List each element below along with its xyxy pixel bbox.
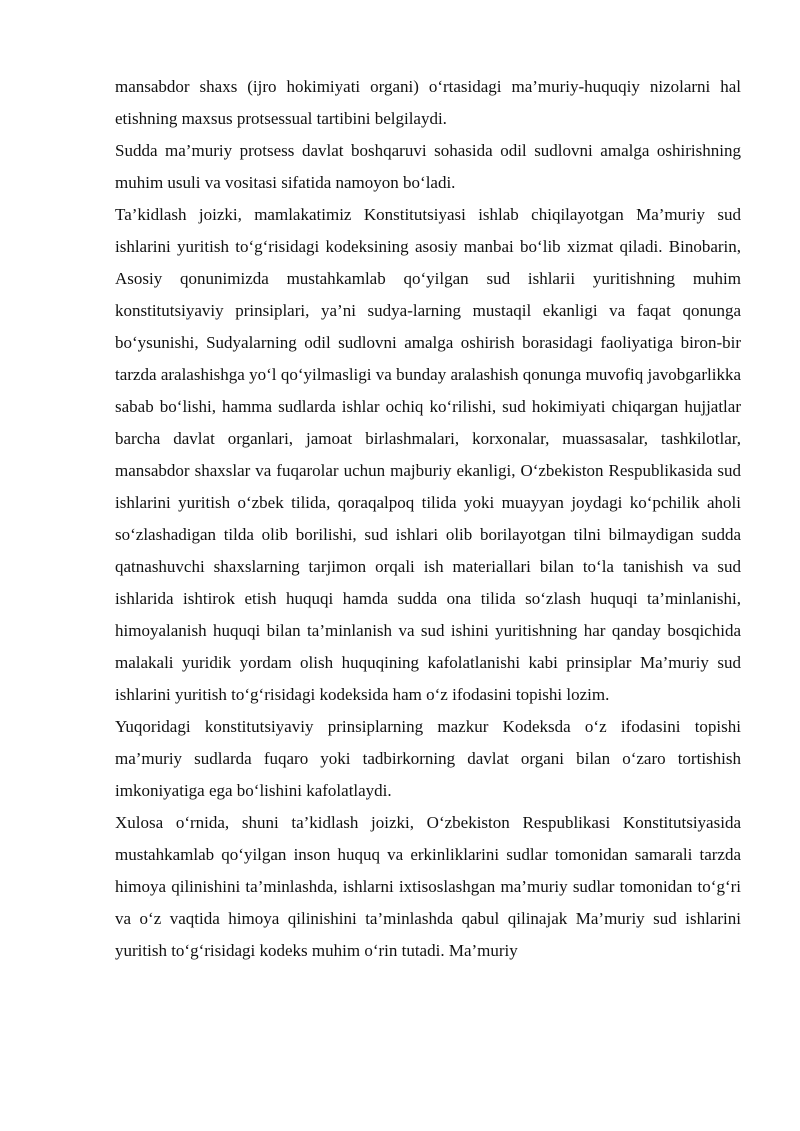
paragraph-4: Yuqoridagi konstitutsiyaviy prinsiplarning mazkur Kodeksda o‘z ifodasini topishi ma’muriy sudlarda fuqaro yoki tadbirkorning davlat organi bilan o‘zaro tortishish imkoniyatiga ega bo‘lishini kafolatlaydi. bbox=[115, 717, 741, 800]
paragraph-3: Ta’kidlash joizki, mamlakatimiz Konstitutsiyasi ishlab chiqilayotgan Ma’muriy sud ishlarini yuritish to‘g‘risidagi kodeksining asosiy manbai bo‘lib xizmat qiladi. Binobarin, Asosiy qonunimizda mustahkamlab qo‘yilgan sud ishlarii yuritishning muhim konstitutsiyaviy prinsiplari, ya’ni sudya-larning mustaqil ekanligi va faqat qonunga bo‘ysunishi, Sudyalarning odil sudlovni amalga oshirish borasidagi faoliyatiga biron-bir tarzda aralashishga yo‘l qo‘yilmasligi va bunday aralashish qonunga muvofiq javobgarlikka sabab bo‘lishi, hamma sudlarda ishlar ochiq ko‘rilishi, sud hokimiyati chiqargan hujjatlar barcha davlat organlari, jamoat birlashmalari, korxonalar, muassasalar, tashkilotlar, mansabdor shaxslar va fuqarolar uchun majburiy ekanligi, O‘zbekiston Respublikasida sud ishlarini yuritish o‘zbek tilida, qoraqalpoq tilida yoki muayyan joydagi ko‘pchilik aholi so‘zlashadigan tilda olib borilishi, sud ishlari olib borilayotgan tilni bilmaydigan sudda qatnashuvchi shaxslarning tarjimon orqali ish materiallari bilan to‘la tanishish va sud ishlarida ishtirok etish huquqi hamda sudda ona tilida so‘zlash huquqi ta’minlanishi, himoyalanish huquqi bilan ta’minlanish va sud ishini yuritishning har qanday bosqichida malakali yuridik yordam olish huquqining kafolatlanishi kabi prinsiplar Ma’muriy sud ishlarini yuritish to‘g‘risidagi kodeksida ham o‘z ifodasini topishi lozim. bbox=[115, 205, 741, 704]
document-page bbox=[115, 71, 741, 967]
paragraph-5: Xulosa o‘rnida, shuni ta’kidlash joizki, O‘zbekiston Respublikasi Konstitutsiyasida mustahkamlab qo‘yilgan inson huquq va erkinliklarini sudlar tomonidan samarali tarzda himoya qilinishini ta’minlashda, ishlarni ixtisoslashgan ma’muriy sudlar tomonidan to‘g‘ri va o‘z vaqtida himoya qilinishini ta’minlashda qabul qilinajak Ma’muriy sud ishlarini yuritish to‘g‘risidagi kodeks muhim o‘rin tutadi. Ma’muriy bbox=[115, 813, 741, 960]
paragraph-2: Sudda ma’muriy protsess davlat boshqaruvi sohasida odil sudlovni amalga oshirishning muhim usuli va vositasi sifatida namoyon bo‘ladi. bbox=[115, 141, 741, 192]
paragraph-1: mansabdor shaxs (ijro hokimiyati organi) o‘rtasidagi ma’muriy-huquqiy nizolarni hal etishning maxsus protsessual tartibini belgilaydi. bbox=[115, 77, 741, 128]
